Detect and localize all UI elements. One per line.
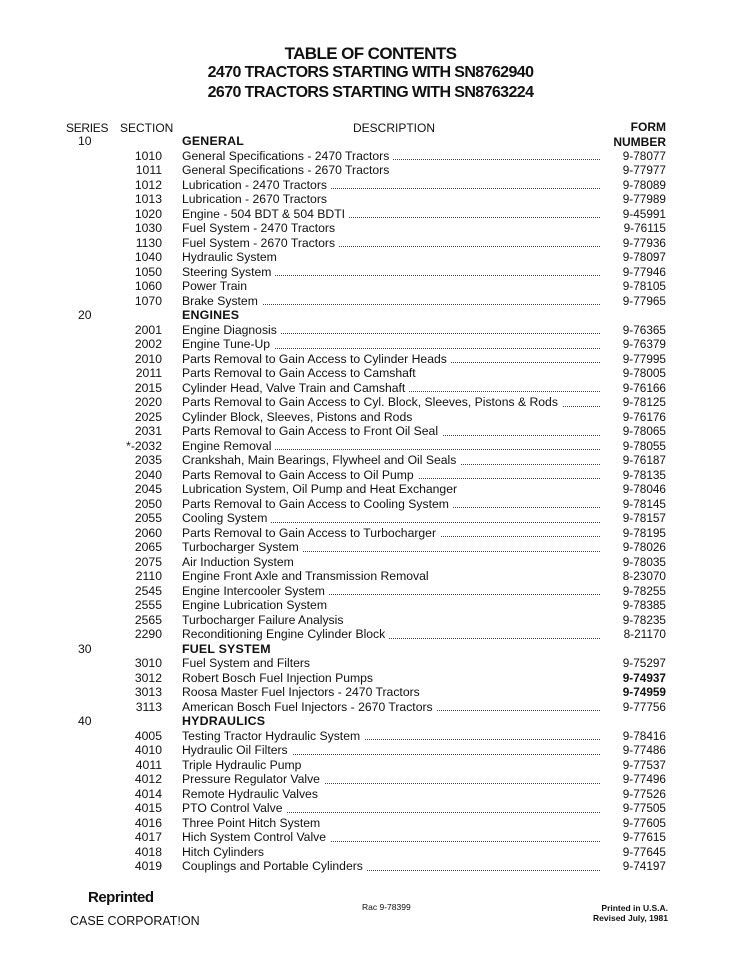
series-heading [182, 642, 600, 657]
form-number-cell: 9-77977 [622, 163, 666, 177]
description-cell [182, 700, 600, 715]
section-cell: 1010 [134, 148, 162, 163]
contents-table [0, 134, 741, 874]
reprinted-label: Reprinted [88, 889, 154, 906]
table-row [0, 178, 741, 193]
column-header-description: DESCRIPTION [353, 121, 436, 135]
table-row [0, 163, 741, 178]
series-cell: 10 [78, 134, 92, 148]
column-header-series: SERIES [66, 121, 109, 135]
form-number-cell: 9-76176 [622, 409, 666, 424]
form-number-cell: 9-78195 [622, 525, 666, 540]
description-cell [182, 294, 600, 309]
section-cell: 2011 [135, 366, 162, 380]
description-text: Fuel System - 2470 Tractors [182, 221, 339, 235]
description-cell [182, 845, 600, 860]
description-cell [182, 250, 600, 265]
description-text: Brake System [182, 294, 262, 308]
description-cell [182, 265, 600, 280]
description-cell [182, 482, 600, 497]
table-row [0, 410, 741, 425]
series-heading [182, 308, 600, 323]
section-cell: 2020 [134, 395, 162, 409]
series-heading-row [0, 134, 741, 149]
form-number-cell: 9-78097 [622, 250, 666, 264]
description-text: Engine Diagnosis [182, 323, 281, 337]
table-row [0, 526, 741, 541]
form-number-cell: 9-74197 [622, 859, 666, 873]
table-row [0, 627, 741, 642]
section-cell: 3012 [134, 670, 162, 685]
description-text: Hydraulic Oil Filters [182, 743, 292, 757]
series-cell: 20 [78, 308, 92, 322]
description-text: General Specifications - 2670 Tractors [182, 163, 393, 177]
table-row [0, 250, 741, 265]
table-row [0, 149, 741, 164]
description-text: Remote Hydraulic Valves [182, 787, 322, 801]
form-number-cell: 9-77526 [622, 786, 666, 801]
description-text: Lubrication - 2470 Tractors [182, 178, 331, 192]
description-text: FUEL SYSTEM [182, 642, 275, 656]
description-cell [182, 584, 600, 599]
section-cell: 4014 [134, 786, 162, 801]
series-heading-row [0, 714, 741, 729]
description-text: Engine - 504 BDT & 504 BDTI [182, 207, 349, 221]
description-text: Crankshah, Main Bearings, Flywheel and Oil Seals [182, 453, 460, 467]
table-row [0, 816, 741, 831]
table-row [0, 352, 741, 367]
description-text: Parts Removal to Gain Access to Cooling System [182, 497, 453, 511]
table-row [0, 729, 741, 744]
form-number-cell: 9-77756 [622, 699, 666, 714]
form-number-cell: 9-77965 [622, 293, 666, 308]
series-cell: 40 [78, 714, 92, 728]
form-number-cell: 9-76365 [622, 322, 666, 337]
description-cell [182, 627, 600, 642]
description-text: Couplings and Portable Cylinders [182, 859, 367, 873]
description-text: ENGINES [182, 308, 243, 322]
table-row [0, 323, 741, 338]
form-number-cell: 9-78055 [622, 438, 666, 453]
table-row [0, 743, 741, 758]
description-cell [182, 859, 600, 874]
description-text: HYDRAULICS [182, 714, 269, 728]
description-cell [182, 221, 600, 236]
description-cell [182, 207, 600, 222]
section-cell: 1030 [134, 221, 162, 235]
description-cell [182, 685, 600, 700]
section-cell: 2031 [134, 424, 162, 438]
section-cell: 2025 [134, 409, 162, 424]
description-text: Hydraulic System [182, 250, 281, 264]
description-text: Fuel System - 2670 Tractors [182, 236, 339, 250]
description-cell [182, 279, 600, 294]
column-header-form: FORM [630, 120, 666, 134]
description-cell [182, 613, 600, 628]
table-row [0, 700, 741, 715]
description-cell [182, 453, 600, 468]
description-text: Parts Removal to Gain Access to Cylinder Heads [182, 352, 451, 366]
description-cell [182, 424, 600, 439]
footer-code: Rac 9-78399 [362, 902, 411, 912]
form-number-cell: 9-76115 [623, 221, 666, 235]
description-cell [182, 816, 600, 831]
description-cell [182, 410, 600, 425]
form-number-cell: 9-78065 [622, 424, 666, 438]
section-cell: 1050 [134, 264, 162, 279]
description-cell [182, 758, 600, 773]
description-cell [182, 352, 600, 367]
description-cell [182, 163, 600, 178]
description-text: Steering System [182, 265, 275, 279]
table-row [0, 656, 741, 671]
form-number-cell: 9-74937 [622, 670, 666, 685]
description-text: Turbocharger Failure Analysis [182, 613, 347, 627]
description-text: Power Train [182, 279, 251, 293]
table-row [0, 482, 741, 497]
description-text: Roosa Master Fuel Injectors - 2470 Tractors [182, 685, 424, 699]
section-cell: 1011 [135, 163, 162, 177]
form-number-cell: 8-23070 [622, 569, 666, 583]
section-cell: 2055 [134, 511, 162, 525]
table-row [0, 801, 741, 816]
description-text: Hitch Cylinders [182, 845, 268, 859]
printed-in: Printed in U.S.A. [601, 903, 668, 913]
section-cell: 2065 [134, 540, 162, 554]
section-cell: 2555 [134, 598, 162, 612]
form-number-cell: 9-78125 [622, 395, 666, 409]
description-text: Triple Hydraulic Pump [182, 758, 305, 772]
description-cell [182, 337, 600, 352]
section-cell: 1060 [134, 279, 162, 293]
form-number-cell: 9-78026 [622, 540, 666, 554]
description-text: Air Induction System [182, 555, 298, 569]
table-row [0, 859, 741, 874]
table-row [0, 265, 741, 280]
table-row [0, 569, 741, 584]
title-line-1: TABLE OF CONTENTS [284, 44, 457, 63]
description-cell [182, 743, 600, 758]
series-cell: 30 [78, 641, 92, 656]
section-cell: 2545 [134, 583, 162, 598]
table-row [0, 540, 741, 555]
section-cell: 2035 [134, 453, 162, 467]
table-row [0, 236, 741, 251]
description-cell [182, 149, 600, 164]
section-cell: 3010 [134, 656, 162, 670]
table-row [0, 207, 741, 222]
section-cell: 2010 [134, 351, 162, 366]
description-cell [182, 598, 600, 613]
table-row [0, 772, 741, 787]
form-number-cell: 9-78089 [622, 177, 666, 192]
table-row [0, 830, 741, 845]
table-row [0, 424, 741, 439]
table-row [0, 439, 741, 454]
description-text: Engine Lubrication System [182, 598, 331, 612]
description-text: General Specifications - 2470 Tractors [182, 149, 393, 163]
description-cell [182, 381, 600, 396]
description-cell [182, 511, 600, 526]
description-cell [182, 366, 600, 381]
section-cell: 4015 [134, 801, 162, 815]
section-cell: 4010 [134, 743, 162, 757]
description-text: Cylinder Head, Valve Train and Camshaft [182, 381, 409, 395]
description-cell [182, 787, 600, 802]
section-cell: 2002 [134, 337, 162, 351]
description-text: Parts Removal to Gain Access to Front Oil Seal [182, 424, 442, 438]
description-cell [182, 555, 600, 570]
description-text: Robert Bosch Fuel Injection Pumps [182, 671, 377, 685]
section-cell: 3113 [135, 699, 162, 714]
description-text: Hich System Control Valve [182, 830, 330, 844]
form-number-cell: 9-77615 [622, 830, 666, 844]
form-number-cell: 9-77645 [622, 844, 666, 859]
section-cell: 2015 [134, 380, 162, 395]
form-number-cell: 9-78135 [622, 467, 666, 482]
description-text: Pressure Regulator Valve [182, 772, 324, 786]
description-cell [182, 801, 600, 816]
table-row [0, 279, 741, 294]
description-text: Three Point Hitch System [182, 816, 324, 830]
form-number-cell: 9-78046 [622, 482, 666, 496]
section-cell: 2040 [134, 467, 162, 482]
description-text: Testing Tractor Hydraulic System [182, 729, 364, 743]
section-cell: *-2032 [126, 438, 162, 453]
description-cell [182, 526, 600, 541]
section-cell: 1012 [134, 177, 162, 192]
section-cell: 1070 [134, 293, 162, 308]
description-text: Parts Removal to Gain Access to Camshaft [182, 366, 420, 380]
table-row [0, 221, 741, 236]
description-text: Cylinder Block, Sleeves, Pistons and Rods [182, 410, 416, 424]
form-number-cell: 9-77496 [622, 772, 666, 786]
description-text: Engine Removal [182, 439, 275, 453]
description-cell [182, 439, 600, 454]
table-row [0, 584, 741, 599]
description-text: Lubrication - 2670 Tractors [182, 192, 331, 206]
description-cell [182, 497, 600, 512]
table-row [0, 366, 741, 381]
section-cell: 1130 [135, 235, 162, 250]
form-number-cell: 9-78035 [622, 554, 666, 569]
table-row [0, 395, 741, 410]
description-text: Engine Front Axle and Transmission Removal [182, 569, 433, 583]
section-cell: 2060 [134, 525, 162, 540]
table-row [0, 497, 741, 512]
form-number-cell: 9-78005 [622, 366, 666, 380]
column-header-section: SECTION [120, 121, 174, 135]
description-cell [182, 729, 600, 744]
form-number-cell: 9-77936 [622, 235, 666, 250]
form-number-cell: 9-78255 [622, 583, 666, 598]
description-text: Engine Tune-Up [182, 337, 274, 351]
section-cell: 2110 [135, 569, 162, 583]
series-heading [182, 714, 600, 729]
table-row [0, 758, 741, 773]
form-number-cell: 9-76166 [622, 380, 666, 395]
section-cell: 1040 [134, 250, 162, 264]
description-cell [182, 236, 600, 251]
title-line-2: 2470 TRACTORS STARTING WITH SN8762940 [207, 64, 534, 81]
table-row [0, 511, 741, 526]
table-row [0, 555, 741, 570]
description-cell [182, 178, 600, 193]
description-cell [182, 671, 600, 686]
description-text: American Bosch Fuel Injectors - 2670 Tractors [182, 700, 437, 714]
description-text: Engine Intercooler System [182, 584, 329, 598]
description-cell [182, 540, 600, 555]
form-number-cell: 9-74959 [622, 685, 666, 699]
series-heading [182, 134, 600, 149]
section-cell: 1013 [134, 192, 162, 206]
section-cell: 2075 [134, 554, 162, 569]
form-number-cell: 9-75297 [622, 656, 666, 670]
table-row [0, 787, 741, 802]
description-text: Reconditioning Engine Cylinder Block [182, 627, 389, 641]
section-cell: 2290 [134, 627, 162, 641]
table-row [0, 337, 741, 352]
section-cell: 4012 [134, 772, 162, 786]
form-number-cell: 9-77537 [622, 757, 666, 772]
table-row [0, 453, 741, 468]
section-cell: 2050 [134, 496, 162, 511]
description-text: Parts Removal to Gain Access to Oil Pump [182, 468, 418, 482]
table-row [0, 192, 741, 207]
description-cell [182, 569, 600, 584]
description-text: GENERAL [182, 134, 248, 148]
section-cell: 2565 [134, 612, 162, 627]
column-header-number: NUMBER [613, 135, 666, 149]
description-cell [182, 656, 600, 671]
table-row [0, 468, 741, 483]
description-text: Parts Removal to Gain Access to Turbocharger [182, 526, 440, 540]
description-cell [182, 830, 600, 845]
series-heading-row [0, 308, 741, 323]
form-number-cell: 9-78235 [622, 612, 666, 627]
section-cell: 3013 [134, 685, 162, 699]
company-name: CASE CORPORAT!ON [70, 914, 200, 928]
printed-info [560, 903, 668, 923]
form-number-cell: 9-78145 [622, 496, 666, 511]
form-number-cell: 9-77946 [622, 264, 666, 279]
form-number-cell: 9-78105 [622, 279, 666, 293]
description-cell [182, 323, 600, 338]
form-number-cell: 8-21170 [623, 627, 666, 641]
series-heading-row [0, 642, 741, 657]
section-cell: 4018 [134, 844, 162, 859]
section-cell: 4005 [134, 728, 162, 743]
section-cell: 1020 [134, 206, 162, 221]
table-row [0, 598, 741, 613]
description-text: Parts Removal to Gain Access to Cyl. Block, Sleeves, Pistons & Rods [182, 395, 562, 409]
form-number-cell: 9-78385 [622, 598, 666, 612]
section-cell: 4019 [134, 859, 162, 873]
section-cell: 2001 [134, 322, 162, 337]
form-number-cell: 9-77605 [622, 815, 666, 830]
form-number-cell: 9-77989 [622, 192, 666, 206]
table-row [0, 381, 741, 396]
revised-date: Revised July, 1981 [593, 913, 668, 923]
section-cell: 4017 [134, 830, 162, 844]
form-number-cell: 9-76379 [622, 337, 666, 351]
description-text: Lubrication System, Oil Pump and Heat Exchanger [182, 482, 461, 496]
table-row [0, 671, 741, 686]
form-number-cell: 9-45991 [622, 206, 666, 221]
form-number-cell: 9-78416 [622, 728, 666, 743]
description-cell [182, 395, 600, 410]
description-text: Fuel System and Filters [182, 656, 314, 670]
title-line-3: 2670 TRACTORS STARTING WITH SN8763224 [207, 84, 534, 101]
description-cell [182, 468, 600, 483]
description-text: Turbocharger System [182, 540, 303, 554]
form-number-cell: 9-78077 [622, 148, 666, 163]
section-cell: 2045 [134, 482, 162, 496]
table-row [0, 613, 741, 628]
description-cell [182, 192, 600, 207]
table-row [0, 294, 741, 309]
form-number-cell: 9-77505 [622, 801, 666, 815]
table-row [0, 685, 741, 700]
section-cell: 4011 [135, 757, 162, 772]
form-number-cell: 9-78157 [622, 511, 666, 525]
description-text: Cooling System [182, 511, 271, 525]
description-cell [182, 772, 600, 787]
form-number-cell: 9-77995 [622, 351, 666, 366]
form-number-cell: 9-76187 [622, 453, 666, 467]
section-cell: 4016 [134, 815, 162, 830]
table-row [0, 845, 741, 860]
form-number-cell: 9-77486 [622, 743, 666, 757]
description-text: PTO Control Valve [182, 801, 286, 815]
